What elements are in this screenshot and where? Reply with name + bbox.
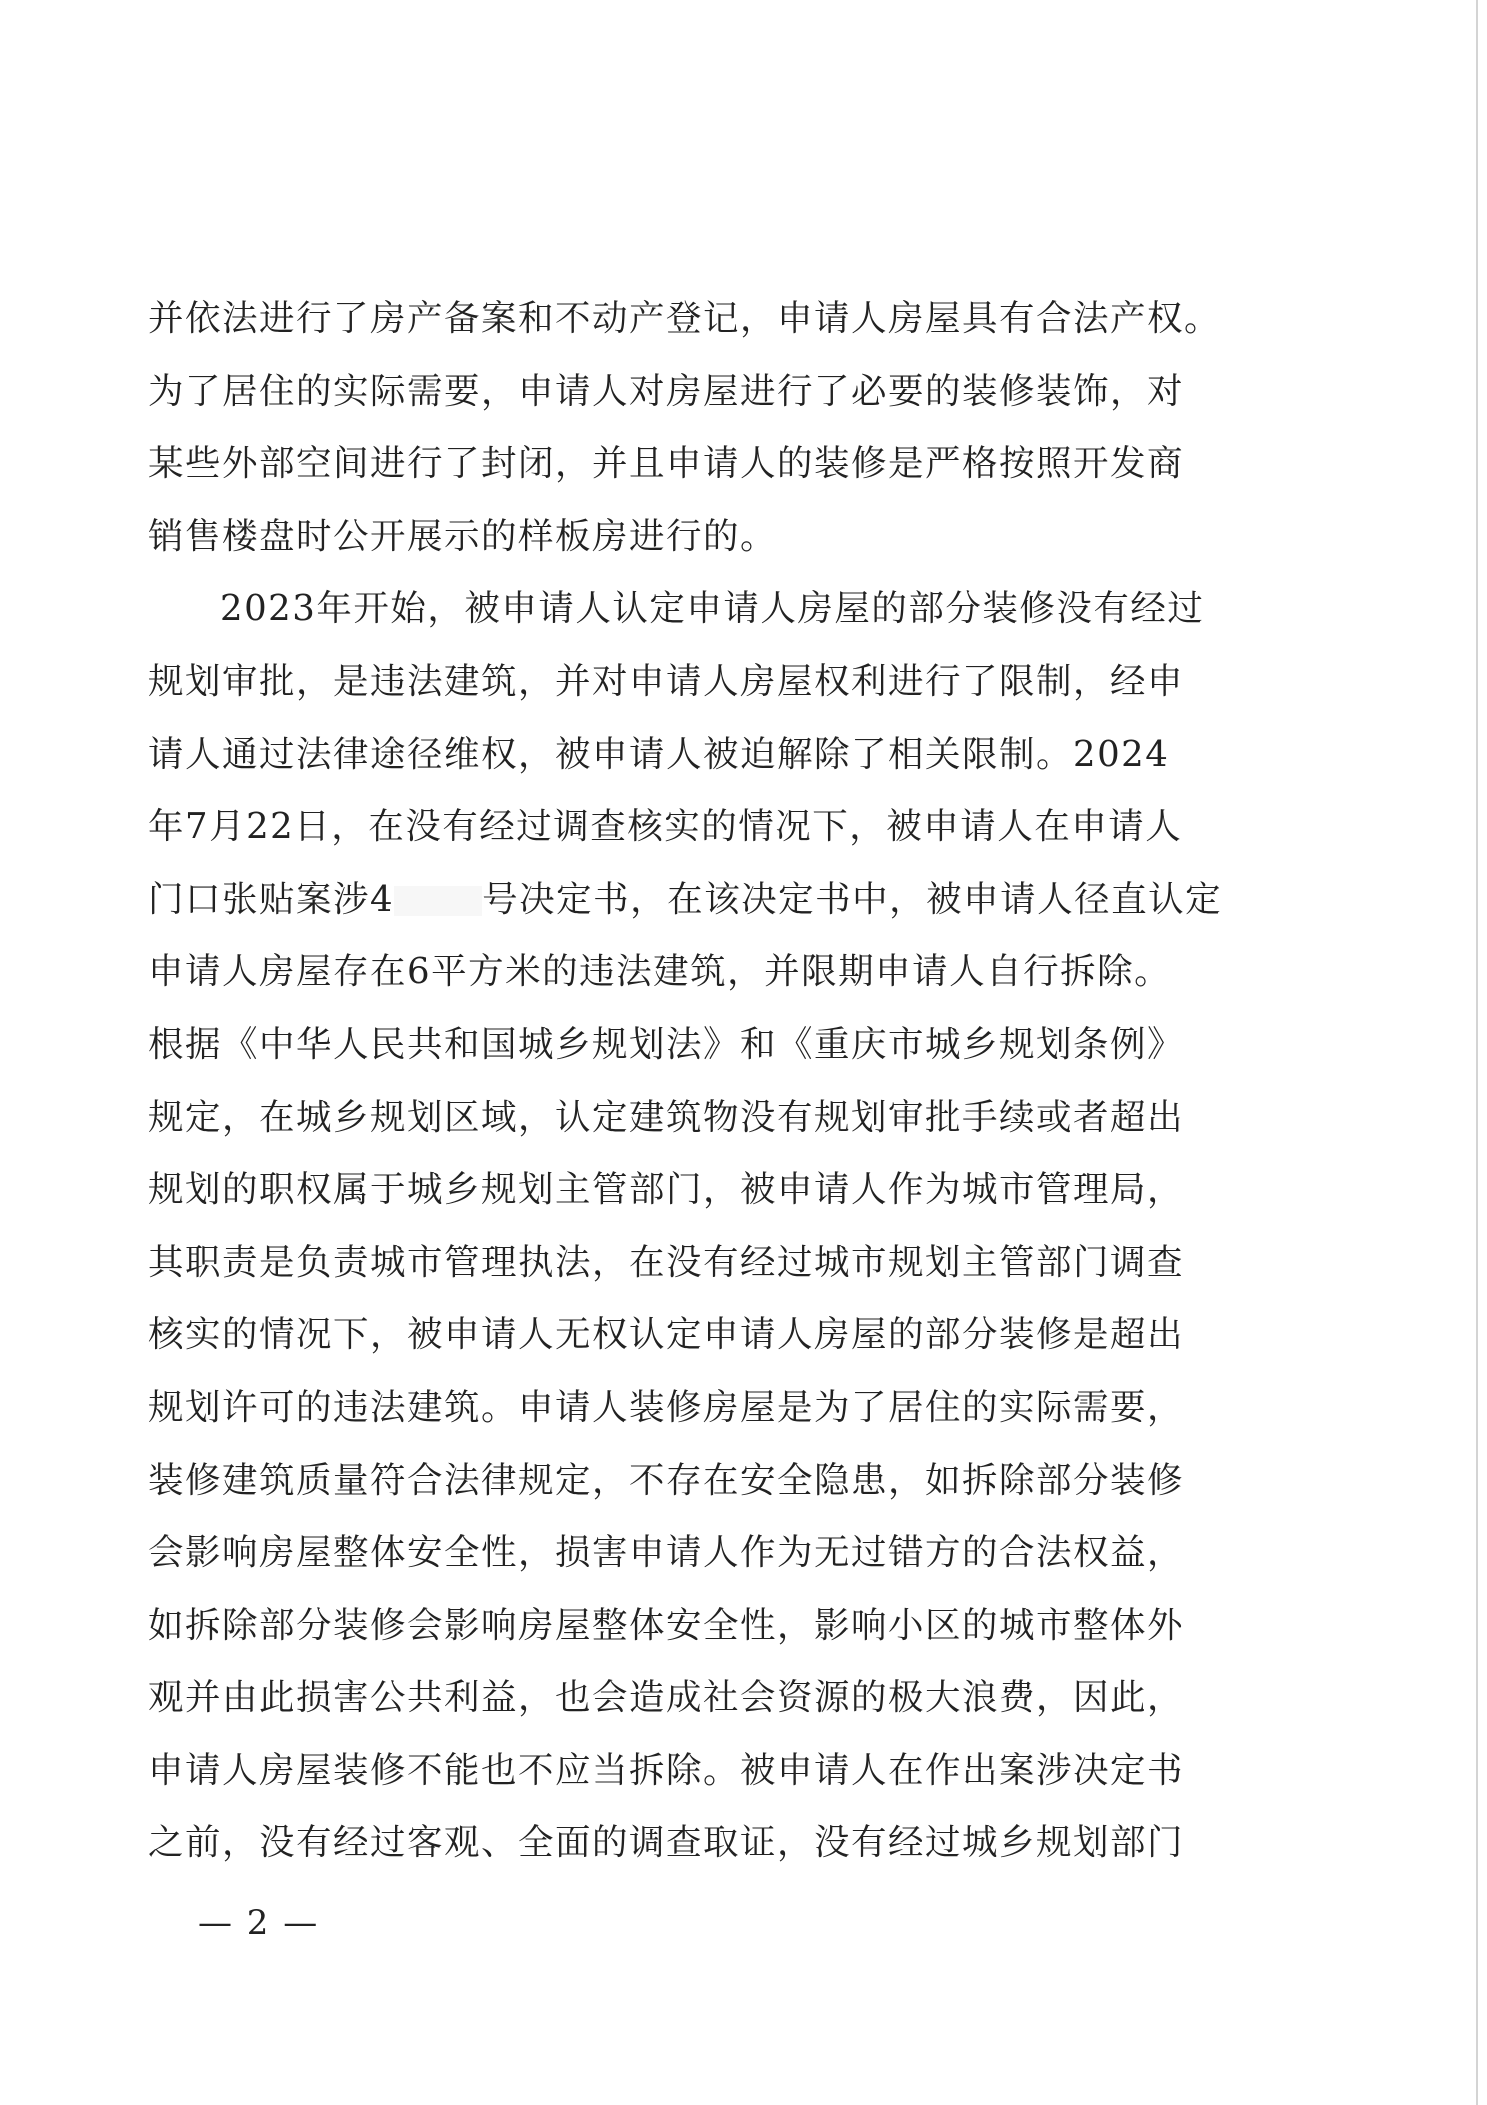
text-line: 规划许可的违法建筑。申请人装修房屋是为了居住的实际需要， [148, 1386, 1185, 1428]
text-line-with-redaction [148, 864, 1268, 937]
text-line: 观并由此损害公共利益，也会造成社会资源的极大浪费，因此， [148, 1677, 1185, 1719]
page-edge-divider [1476, 0, 1478, 2105]
text-segment-before-redaction: 门口张贴案涉4 [148, 878, 395, 920]
body-text [148, 283, 1268, 1880]
paragraph-first-line: 2023年开始，被申请人认定申请人房屋的部分装修没有经过 [220, 588, 1205, 630]
text-line: 年7月22日，在没有经过调查核实的情况下，被申请人在申请人 [148, 806, 1183, 848]
text-line: 规划的职权属于城乡规划主管部门，被申请人作为城市管理局， [148, 1169, 1185, 1211]
text-line: 如拆除部分装修会影响房屋整体安全性，影响小区的城市整体外 [148, 1604, 1185, 1646]
text-line: 会影响房屋整体安全性，损害申请人作为无过错方的合法权益， [148, 1532, 1185, 1574]
text-line: 核实的情况下，被申请人无权认定申请人房屋的部分装修是超出 [148, 1314, 1185, 1356]
text-line: 销售楼盘时公开展示的样板房进行的。 [148, 515, 778, 557]
text-line: 之前，没有经过客观、全面的调查取证，没有经过城乡规划部门 [148, 1822, 1185, 1864]
text-line: 申请人房屋装修不能也不应当拆除。被申请人在作出案涉决定书 [148, 1749, 1185, 1791]
text-line: 装修建筑质量符合法律规定，不存在安全隐患，如拆除部分装修 [148, 1459, 1185, 1501]
text-line: 规定，在城乡规划区域，认定建筑物没有规划审批手续或者超出 [148, 1096, 1185, 1138]
text-line: 其职责是负责城市管理执法，在没有经过城市规划主管部门调查 [148, 1241, 1185, 1283]
redacted-number [394, 886, 482, 916]
text-line: 某些外部空间进行了封闭，并且申请人的装修是严格按照开发商 [148, 443, 1185, 485]
page-number: — 2 — [198, 1903, 320, 1943]
text-line: 请人通过法律途径维权，被申请人被迫解除了相关限制。2024 [148, 733, 1170, 775]
text-segment-after-redaction: 号决定书，在该决定书中，被申请人径直认定 [482, 878, 1223, 920]
text-line: 并依法进行了房产备案和不动产登记，申请人房屋具有合法产权。 [148, 298, 1222, 339]
text-line: 申请人房屋存在6平方米的违法建筑，并限期申请人自行拆除。 [148, 951, 1172, 993]
text-line: 根据《中华人民共和国城乡规划法》和《重庆市城乡规划条例》 [148, 1023, 1185, 1065]
text-line: 为了居住的实际需要，申请人对房屋进行了必要的装修装饰，对 [148, 370, 1185, 412]
text-line: 规划审批，是违法建筑，并对申请人房屋权利进行了限制，经申 [148, 660, 1185, 702]
